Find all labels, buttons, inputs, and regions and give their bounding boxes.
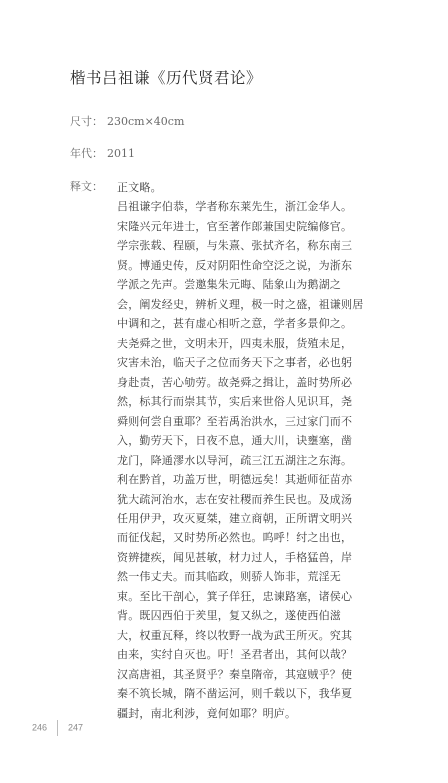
transcription-line: 学宗张载、程颐，与朱熹、张拭齐名，称东南三 xyxy=(117,239,353,253)
size-value: 230cm×40cm xyxy=(107,115,185,128)
transcription-line: 秦不筑长城，隋不凿运河，则千载以下，我华夏 xyxy=(117,687,353,701)
transcription-line: 灾害未治，临天子之位而务天下之事者，必也躬 xyxy=(117,356,353,370)
transcription-line: 会，阐发经史，辨析义理，极一时之盛，祖谦则居 xyxy=(117,297,364,311)
transcription-line: 然，标其行而崇其节，实后来世俗人见识耳，尧 xyxy=(117,395,353,409)
page-number-left: 246 xyxy=(32,722,48,733)
transcription-line: 夫尧舜之世，文明未开，四夷未服，货殖未足， xyxy=(117,336,353,350)
transcription-line: 资辨捷疾，闻见甚敏，材力过人，手格猛兽，岸 xyxy=(117,550,353,564)
year-value: 2011 xyxy=(107,147,135,160)
transcription-line: 然一伟丈夫。而其临政，则骄人饰非，荒淫无 xyxy=(117,570,341,584)
page-divider xyxy=(57,720,58,736)
transcription-line: 由来，实纣自灭也。吁！圣君者出，其何以哉？ xyxy=(117,648,353,662)
year-label: 年代： xyxy=(70,147,103,160)
page-footer xyxy=(32,720,83,736)
transcription-line: 大，权重瓦释，终以牧野一战为武王所灭。究其 xyxy=(117,628,353,642)
transcription-line: 汉高唐祖，其圣贤乎？秦皇隋帝，其寇贼乎？使 xyxy=(117,667,353,681)
transcription-line: 犹大疏河治水，志在安社稷而养生民也。及成汤 xyxy=(117,492,353,506)
size-label: 尺寸： xyxy=(70,115,103,128)
page-title: 楷书吕祖谦《历代贤君论》 xyxy=(70,69,263,87)
transcription-line: 身赴责，苦心劬劳。故尧舜之揖让，盖时势所必 xyxy=(117,375,353,389)
transcription-line: 舜则何尝自重耶？至若禹治洪水，三过家门而不 xyxy=(117,414,353,428)
transcription-line: 正文略。 xyxy=(117,181,162,194)
transcription-line: 学派之先声。尝邀集朱元晦、陆象山为鹅湖之 xyxy=(117,278,341,292)
transcription-line: 束。至比干剖心，箕子佯狂，忠谏路塞，诸侯心 xyxy=(117,589,353,603)
transcription-line: 龙门，降通漻水以导河，疏三江五湖注之东海。 xyxy=(117,453,353,467)
page-number-right: 247 xyxy=(68,722,84,733)
transcription-line: 任用伊尹，攻灭夏桀，建立商朝，正所谓文明兴 xyxy=(117,511,353,525)
transcription-line: 宋隆兴元年进士，官至著作郎兼国史院编修官。 xyxy=(117,219,353,233)
year-row xyxy=(70,145,135,161)
transcription-line: 吕祖谦字伯恭，学者称东莱先生，浙江金华人。 xyxy=(117,200,353,214)
transcription-line: 疆封，南北利涉，竟何如耶？明庐。 xyxy=(117,706,297,720)
transcription-line: 入，勤劳天下，日夜不息，通大川，诀壅塞，凿 xyxy=(117,434,353,448)
transcription-text xyxy=(117,178,417,723)
transcription-line: 中调和之，甚有虚心相听之意，学者多景仰之。 xyxy=(117,317,353,331)
transcription-line: 贤。博通史传，反对阴阳性命空泛之说，为浙东 xyxy=(117,258,353,272)
transcription-label: 释文： xyxy=(70,180,103,193)
size-row xyxy=(70,113,184,129)
transcription-line: 利在黔首，功盖万世，明德远矣！其逝师征苗亦 xyxy=(117,473,353,487)
transcription-line: 背。既囚西伯于羑里，复又纵之，遂使西伯滋 xyxy=(117,609,341,623)
transcription-line: 而征伐起，又时势所必然也。呜呼！纣之出也， xyxy=(117,531,353,545)
